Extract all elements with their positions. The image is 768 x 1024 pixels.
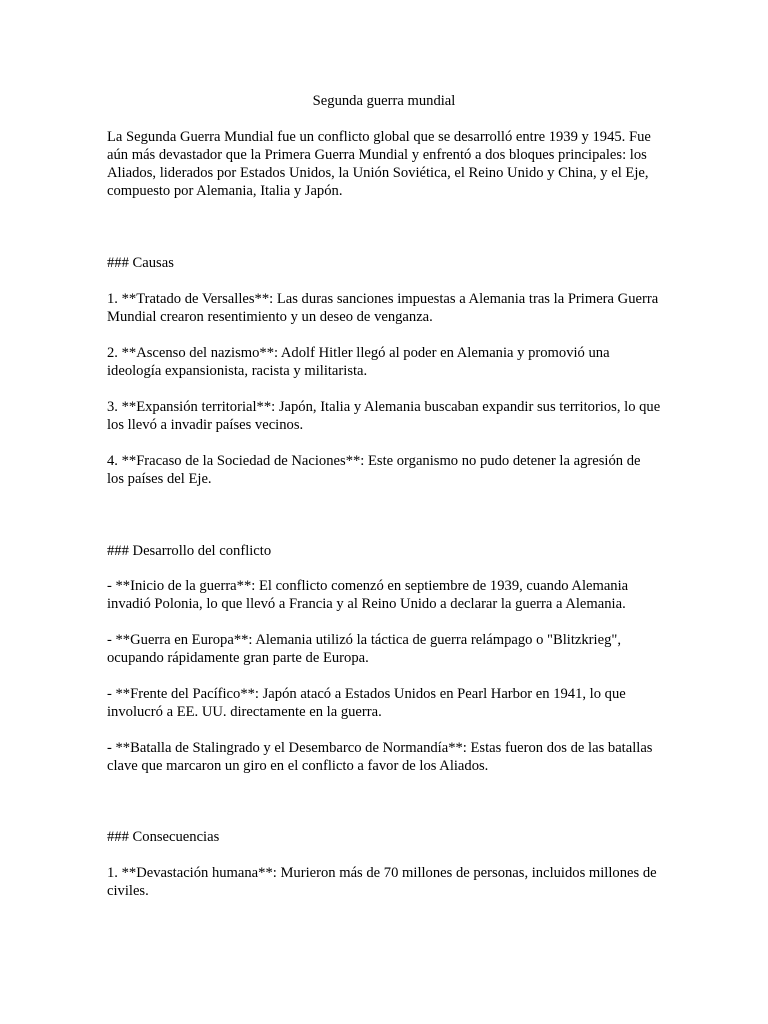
causes-heading: ### Causas xyxy=(107,255,174,271)
document-title: Segunda guerra mundial xyxy=(312,93,456,109)
development-heading: ### Desarrollo del conflicto xyxy=(107,543,272,559)
development-item-4: - **Batalla de Stalingrado y el Desembarco de Normandía**: Estas fueron dos de las batallas clave que marcaron un giro en el conflicto a favor de los Aliados. xyxy=(107,740,653,774)
development-item-1: - **Inicio de la guerra**: El conflicto comenzó en septiembre de 1939, cuando Alemania invadió Polonia, lo que llevó a Francia y al Reino Unido a declarar la guerra a Alemania. xyxy=(107,578,629,612)
cause-item-4: 4. **Fracaso de la Sociedad de Naciones**: Este organismo no pudo detener la agresión de los países del Eje. xyxy=(107,453,641,487)
intro-paragraph: La Segunda Guerra Mundial fue un conflicto global que se desarrolló entre 1939 y 1945. Fue aún más devastador que la Primera Guerra Mundial y enfrentó a dos bloques principales: los Aliados, liderados por Estados Unidos, la Unión Soviética, el Reino Unido y China, y el Eje, compuesto por Alemania, Italia y Japón. xyxy=(107,129,651,199)
cause-item-1: 1. **Tratado de Versalles**: Las duras sanciones impuestas a Alemania tras la Primera Guerra Mundial crearon resentimiento y un deseo de venganza. xyxy=(107,291,659,325)
development-item-2: - **Guerra en Europa**: Alemania utilizó la táctica de guerra relámpago o "Blitzkrieg", ocupando rápidamente gran parte de Europa. xyxy=(107,632,621,666)
cause-item-3: 3. **Expansión territorial**: Japón, Italia y Alemania buscaban expandir sus territorios, lo que los llevó a invadir países vecinos. xyxy=(107,399,661,433)
development-item-3: - **Frente del Pacífico**: Japón atacó a Estados Unidos en Pearl Harbor en 1941, lo que involucró a EE. UU. directamente en la guerra. xyxy=(107,686,626,720)
consequences-heading: ### Consecuencias xyxy=(107,829,220,845)
consequence-item-1: 1. **Devastación humana**: Murieron más de 70 millones de personas, incluidos millones de civiles. xyxy=(107,865,657,899)
cause-item-2: 2. **Ascenso del nazismo**: Adolf Hitler llegó al poder en Alemania y promovió una ideología expansionista, racista y militarista. xyxy=(107,345,610,379)
